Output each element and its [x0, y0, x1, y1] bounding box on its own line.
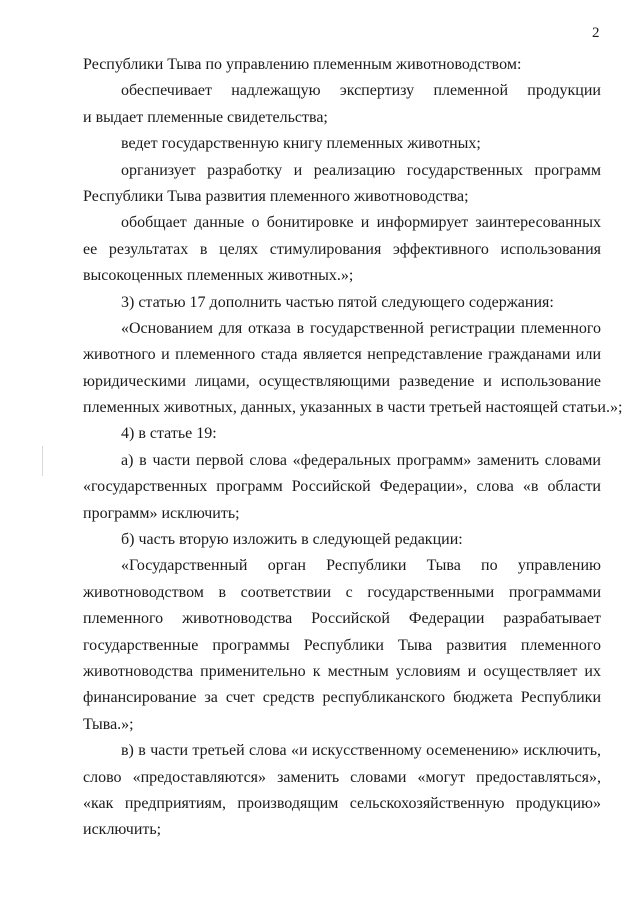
text-line: в) в части третьей слова «и искусственному осеменению» исключить, — [121, 742, 601, 760]
text-line: а) в части первой слова «федеральных программ» заменить словами — [121, 451, 601, 469]
page-number: 2 — [592, 25, 600, 41]
text-line: слово «предоставляются» заменить словами «могут предоставляться», — [83, 768, 601, 786]
text-line: организует разработку и реализацию государственных программ — [121, 161, 601, 179]
text-line: Республики Тыва развития племенного животноводства; — [83, 187, 469, 205]
text-line: племенного животноводства Российской Федерации разрабатывает — [83, 610, 601, 628]
paragraph — [83, 52, 601, 78]
paragraph — [83, 131, 601, 157]
text-line: программ» исключить; — [83, 504, 240, 522]
text-line: б) часть вторую изложить в следующей редакции: — [121, 531, 463, 549]
text-line: высокоценных племенных животных.»; — [83, 267, 354, 285]
paragraph — [83, 553, 601, 738]
text-line: государственные программы Республики Тыва развития племенного — [83, 636, 601, 654]
text-line: исключить; — [83, 821, 162, 839]
paragraph — [83, 316, 623, 422]
document-body — [83, 52, 623, 844]
text-line: Тыва.»; — [83, 715, 134, 733]
text-line: «Государственный орган Республики Тыва по управлению — [121, 557, 601, 575]
text-line: финансирование за счет средств республиканского бюджета Республики — [83, 689, 601, 707]
text-line: «Основанием для отказа в государственной регистрации племенного — [121, 319, 601, 337]
paragraph — [83, 290, 601, 316]
text-line: животноводством в соответствии с государственными программами — [83, 583, 601, 601]
text-line: и выдает племенные свидетельства; — [83, 108, 328, 126]
text-line: обобщает данные о бонитировке и информирует заинтересованных — [121, 214, 601, 232]
text-line: племенных животных, данных, указанных в части третьей настоящей статьи.»; — [83, 399, 623, 417]
margin-mark — [42, 446, 43, 476]
paragraph — [83, 421, 601, 447]
text-line: юридическими лицами, осуществляющими разведение и использование — [83, 372, 601, 390]
paragraph — [83, 527, 601, 553]
paragraph — [83, 158, 601, 211]
text-line: Республики Тыва по управлению племенным животноводством: — [83, 56, 522, 73]
text-line: животноводства применительно к местным условиям и осуществляет их — [83, 662, 601, 680]
text-line: 3) статью 17 дополнить частью пятой следующего содержания: — [121, 293, 554, 311]
text-line: ведет государственную книгу племенных животных; — [121, 135, 481, 153]
text-line: обеспечивает надлежащую экспертизу племенной продукции — [121, 82, 601, 100]
paragraph — [83, 738, 601, 844]
paragraph — [83, 78, 601, 131]
paragraph — [83, 210, 601, 289]
text-line: «как предприятиям, производящим сельскохозяйственную продукцию» — [83, 794, 601, 812]
paragraph — [83, 448, 601, 527]
text-line: 4) в статье 19: — [121, 425, 217, 443]
text-line: «государственных программ Российской Федерации», слова «в области — [83, 478, 601, 496]
text-line: животного и племенного стада является непредставление гражданами или — [83, 346, 601, 364]
text-line: ее результатах в целях стимулирования эффективного использования — [83, 240, 601, 258]
